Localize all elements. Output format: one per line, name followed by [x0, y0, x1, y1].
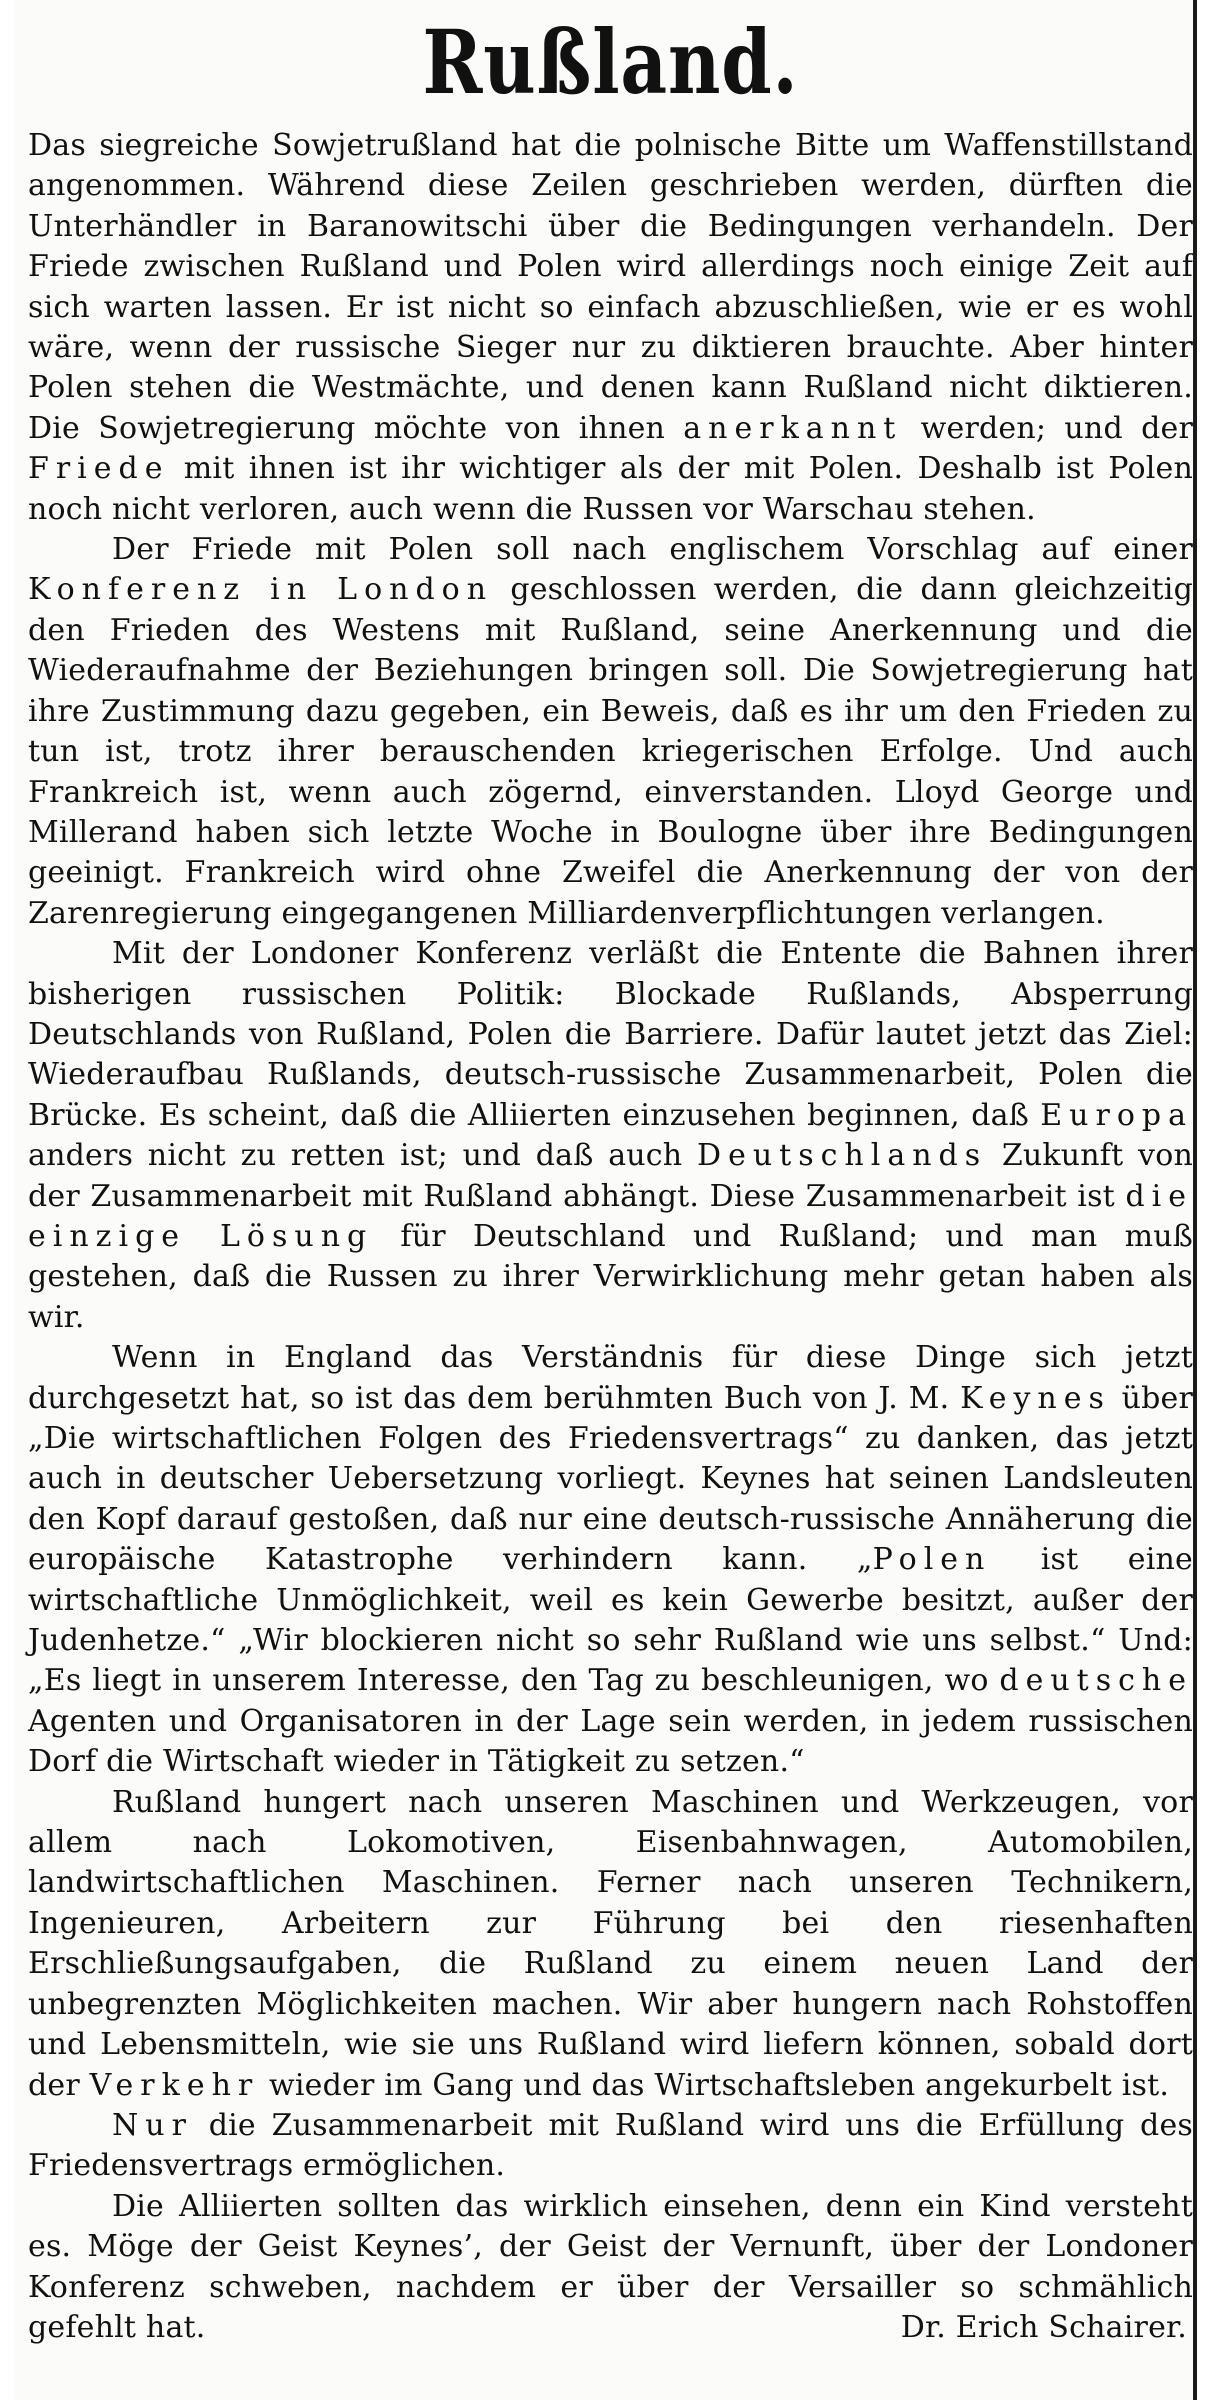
spaced-emphasis: Nur	[112, 2107, 193, 2143]
article-paragraph	[28, 530, 1193, 934]
spaced-emphasis: deutsche	[999, 1663, 1193, 1699]
spaced-emphasis: Verkehr	[89, 2067, 260, 2103]
article-paragraph	[28, 2106, 1193, 2187]
article-paragraph	[28, 1338, 1193, 1782]
text-run: Rußland hungert nach unseren Maschinen und Werkzeugen, vor allem nach Lokomotiven, Eisenbahnwagen, Automobilen, landwirtschaftlichen Maschinen. Ferner nach unseren Technikern, Ingenieuren, Arbeitern zur Führung bei den riesenhaften Erschließungsaufgaben, die Rußland zu einem neuen Land der unbegrenzten Möglichkeiten machen. Wir aber hungern nach Rohstoffen und Lebensmitteln, wie sie uns Rußland wird liefern können, sobald dort der	[28, 1784, 1193, 2103]
text-run: Das siegreiche Sowjetrußland hat die polnische Bitte um Waffenstillstand angenommen. Während diese Zeilen geschrieben werden, dürften die Unterhändler in Baranowitschi über die Bedingungen verhandeln. Der Friede zwischen Rußland und Polen wird allerdings noch einige Zeit auf sich warten lassen. Er ist nicht so einfach abzuschließen, wie er es wohl wäre, wenn der russische Sieger nur zu diktieren brauchte. Aber hinter Polen stehen die Westmächte, und denen kann Rußland nicht diktieren. Die Sowjetregierung möchte von ihnen	[28, 128, 1193, 446]
newspaper-page	[14, 0, 1197, 2400]
text-run: Agenten und Organisatoren in der Lage sein werden, in jedem russischen Dorf die Wirtschaft wieder in Tätigkeit zu setzen.“	[28, 1703, 1193, 1780]
text-run: Zukunft von der Zusammenarbeit mit Rußland abhängt. Diese Zusammenarbeit ist	[28, 1138, 1193, 1214]
article-body	[28, 126, 1193, 2348]
spaced-emphasis: Europa	[1040, 1097, 1193, 1133]
text-run: anders nicht zu retten ist; und daß auch	[28, 1138, 698, 1174]
text-run: mit ihnen ist ihr wichtiger als der mit Polen. Deshalb ist Polen noch nicht verloren, auch wenn die Russen vor Warschau stehen.	[28, 451, 1193, 527]
text-run: werden; und der	[902, 410, 1193, 446]
article-paragraph	[28, 934, 1193, 1338]
article-paragraph	[28, 126, 1193, 530]
spaced-emphasis: Deutschlands	[697, 1138, 988, 1174]
spaced-emphasis: Friede	[28, 451, 170, 487]
text-run: Mit der Londoner Konferenz verläßt die Entente die Bahnen ihrer bisherigen russischen Politik: Blockade Rußlands, Absperrung Deutschlands von Rußland, Polen die Barriere. Dafür lautet jetzt das Ziel: Wiederaufbau Rußlands, deutsch-russische Zusammenarbeit, Polen die Brücke. Es scheint, daß die Alliierten einzusehen beginnen, daß	[28, 936, 1193, 1133]
article-paragraph	[28, 2187, 1193, 2349]
text-run: ist eine wirtschaftliche Unmöglichkeit, weil es kein Gewerbe besitzt, außer der Judenhetze.“ „Wir blockieren nicht so sehr Rußland wie uns selbst.“ Und: „Es liegt in unserem Interesse, den Tag zu beschleunigen, wo	[28, 1542, 1194, 1699]
article-headline: Rußland.	[422, 10, 799, 114]
text-run: die Zusammenarbeit mit Rußland wird uns die Erfüllung des Friedensvertrags ermöglichen.	[28, 2107, 1193, 2184]
spaced-emphasis: Keynes	[960, 1380, 1111, 1416]
text-run: geschlossen werden, die dann gleichzeitig den Frieden des Westens mit Rußland, seine Anerkennung und die Wiederaufnahme der Beziehungen bringen soll. Die Sowjetregierung hat ihre Zustimmung dazu gegeben, ein Beweis, daß es ihr um den Frieden zu tun ist, trotz ihrer berauschenden kriegerischen Erfolge. Und auch Frankreich ist, wenn auch zögernd, einverstanden. Lloyd George und Millerand haben sich letzte Woche in Boulogne über ihre Bedingungen geeinigt. Frankreich wird ohne Zweifel die Anerkennung der von der Zarenregierung eingegangenen Milliardenverpflichtungen verlangen.	[28, 572, 1194, 931]
text-run: Wenn in England das Verständnis für diese Dinge sich jetzt durchgesetzt hat, so ist das dem berühmten Buch von J. M.	[28, 1340, 1193, 1416]
text-run: über „Die wirtschaftlichen Folgen des Friedensvertrags“ zu danken, das jetzt auch in deutscher Uebersetzung vorliegt. Keynes hat seinen Landsleuten den Kopf darauf gestoßen, daß nur eine deutsch-russische Annäherung die europäische Katastrophe verhindern kann. „	[28, 1380, 1193, 1578]
text-run: wieder im Gang und das Wirtschaftsleben angekurbelt ist.	[259, 2067, 1170, 2103]
article-paragraph	[28, 1783, 1193, 2106]
spaced-emphasis: Konferenz in London	[28, 572, 494, 608]
text-run: für Deutschland und Rußland; und man muß gestehen, daß die Russen zu ihrer Verwirklichung mehr getan haben als wir.	[28, 1218, 1193, 1335]
author-signature: Dr. Erich Schairer.	[900, 2309, 1187, 2345]
column-rule	[1193, 0, 1197, 2400]
spaced-emphasis: die einzige Lösung	[28, 1178, 1193, 1254]
spaced-emphasis: Polen	[872, 1542, 992, 1578]
spaced-emphasis: anerkannt	[683, 410, 903, 446]
text-run: Der Friede mit Polen soll nach englischem Vorschlag auf einer	[112, 532, 1193, 568]
text-run: Die Alliierten sollten das wirklich einsehen, denn ein Kind versteht es. Möge der Geist Keynes’, der Geist der Vernunft, über der Londoner Konferenz schweben, nachdem er über der Versailler so schmählich gefehlt hat.	[28, 2188, 1193, 2345]
